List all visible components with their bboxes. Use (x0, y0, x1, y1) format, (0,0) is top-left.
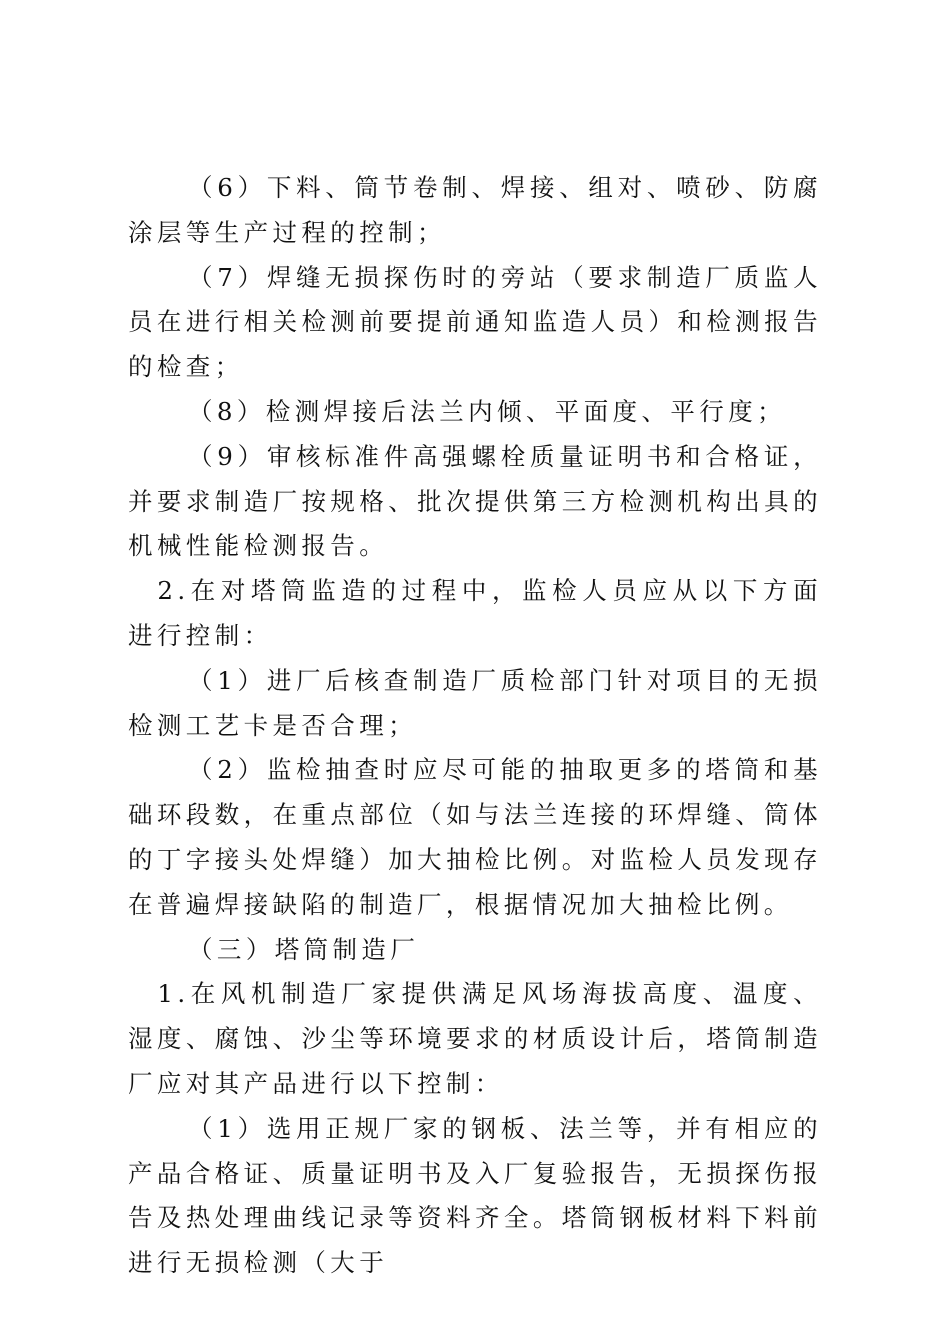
section-3-point-1-item-1: （1）选用正规厂家的钢板、法兰等，并有相应的产品合格证、质量证明书及入厂复验报告，无损探伤报告及热处理曲线记录等资料齐全。塔筒钢板材料下料前进行无损检测（大于 (128, 1113, 822, 1278)
section-2-item-1: （1）进厂后核查制造厂质检部门针对项目的无损检测工艺卡是否合理； (128, 665, 822, 740)
section-heading-3: （三）塔筒制造厂 (188, 934, 420, 964)
item-6-production-control: （6）下料、筒节卷制、焊接、组对、喷砂、防腐涂层等生产过程的控制； (128, 173, 822, 247)
document-body (128, 166, 822, 1286)
item-7-weld-inspection: （7）焊缝无损探伤时的旁站（要求制造厂质监人员在进行相关检测前要提前通知监造人员）和检测报告的检查； (128, 262, 822, 382)
section-2-supervision: 2.在对塔筒监造的过程中，监检人员应从以下方面进行控制： (128, 576, 822, 650)
section-2-item-2: （2）监检抽查时应尽可能的抽取更多的塔筒和基础环段数，在重点部位（如与法兰连接的环焊缝、筒体的丁字接头处焊缝）加大抽检比例。对监检人员发现存在普遍焊接缺陷的制造厂，根据情况加大抽检比例。 (128, 755, 822, 919)
item-8-flange-check: （8）检测焊接后法兰内倾、平面度、平行度； (188, 396, 787, 426)
section-3-point-1: 1.在风机制造厂家提供满足风场海拔高度、温度、湿度、腐蚀、沙尘等环境要求的材质设计后，塔筒制造厂应对其产品进行以下控制： (128, 979, 822, 1098)
item-9-bolt-review: （9）审核标准件高强螺栓质量证明书和合格证，并要求制造厂按规格、批次提供第三方检测机构出具的机械性能检测报告。 (128, 441, 822, 561)
